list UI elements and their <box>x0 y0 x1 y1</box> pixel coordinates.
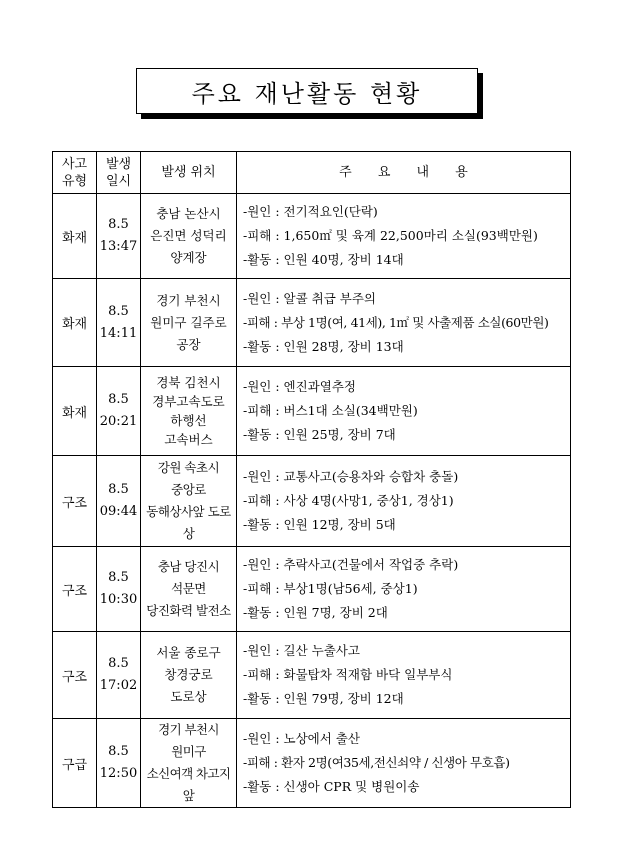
activity-text: -활동 : 인원 12명, 장비 5대 <box>243 517 396 532</box>
incident-datetime: 8.5 13:47 <box>97 194 141 279</box>
incident-datetime: 8.5 17:02 <box>97 632 141 719</box>
incident-details <box>237 279 571 367</box>
header-content: 주 요 내 용 <box>237 152 571 194</box>
incident-details <box>237 194 571 279</box>
header-datetime: 발생 일시 <box>97 152 141 194</box>
cause-text: -원인 : 전기적요인(단락) <box>243 204 378 219</box>
damage-text: -피해 : 환자 2명(여35세,전신쇠약 / 신생아 무호흡) <box>243 755 510 770</box>
incident-details <box>237 547 571 632</box>
activity-text: -활동 : 신생아 CPR 및 병원이송 <box>243 779 420 794</box>
incident-location: 강원 속초시 중앙로 동해상사앞 도로상 <box>141 456 237 547</box>
header-type: 사고 유형 <box>53 152 97 194</box>
incident-details <box>237 632 571 719</box>
activity-text: -활동 : 인원 25명, 장비 7대 <box>243 427 396 442</box>
incident-type: 화재 <box>53 279 97 367</box>
cause-text: -원인 : 추락사고(건물에서 작업중 추락) <box>243 557 459 572</box>
disaster-table <box>52 151 571 808</box>
table-row <box>53 279 571 367</box>
incident-location: 경기 부천시 원미구 길주로 공장 <box>141 279 237 367</box>
incident-datetime: 8.5 14:11 <box>97 279 141 367</box>
cause-text: -원인 : 길산 누출사고 <box>243 643 360 658</box>
incident-datetime: 8.5 12:50 <box>97 719 141 808</box>
damage-text: -피해 : 부상 1명(여, 41세), 1㎡ 및 사출제품 소실(60만원) <box>243 314 549 330</box>
activity-text: -활동 : 인원 79명, 장비 12대 <box>243 691 404 706</box>
incident-details <box>237 719 571 808</box>
damage-text: -피해 : 화물탑차 적재함 바닥 일부부식 <box>243 667 453 682</box>
header-location: 발생 위치 <box>141 152 237 194</box>
incident-datetime: 8.5 09:44 <box>97 456 141 547</box>
table-row <box>53 456 571 547</box>
table-row <box>53 194 571 279</box>
table-row <box>53 547 571 632</box>
cause-text: -원인 : 알콜 취급 부주의 <box>243 290 377 306</box>
header-row <box>53 152 571 194</box>
incident-type: 구급 <box>53 719 97 808</box>
incident-datetime: 8.5 20:21 <box>97 367 141 456</box>
cause-text: -원인 : 노상에서 출산 <box>243 731 360 746</box>
incident-location: 충남 논산시 은진면 성덕리 양계장 <box>141 194 237 279</box>
incident-type: 화재 <box>53 194 97 279</box>
incident-datetime: 8.5 10:30 <box>97 547 141 632</box>
damage-text: -피해 : 사상 4명(사망1, 중상1, 경상1) <box>243 493 454 508</box>
table-row <box>53 632 571 719</box>
activity-text: -활동 : 인원 40명, 장비 14대 <box>243 252 404 267</box>
cause-text: -원인 : 교통사고(승용차와 승합차 충돌) <box>243 469 459 484</box>
incident-type: 구조 <box>53 632 97 719</box>
page-title: 주요 재난활동 현황 <box>191 79 423 108</box>
damage-text: -피해 : 버스1대 소실(34백만원) <box>243 403 418 418</box>
incident-location: 경북 김천시 경부고속도로 하행선 고속버스 <box>141 367 237 456</box>
cause-text: -원인 : 엔진과열추정 <box>243 379 356 394</box>
incident-location: 서울 종로구 창경궁로 도로상 <box>141 632 237 719</box>
incident-type: 구조 <box>53 456 97 547</box>
damage-text: -피해 : 부상1명(남56세, 중상1) <box>243 581 418 596</box>
incident-details <box>237 456 571 547</box>
incident-type: 구조 <box>53 547 97 632</box>
incident-details <box>237 367 571 456</box>
incident-type: 화재 <box>53 367 97 456</box>
activity-text: -활동 : 인원 28명, 장비 13대 <box>243 338 404 354</box>
damage-text: -피해 : 1,650㎡ 및 육계 22,500마리 소실(93백만원) <box>243 228 538 243</box>
table-row <box>53 719 571 808</box>
activity-text: -활동 : 인원 7명, 장비 2대 <box>243 605 388 620</box>
incident-location: 경기 부천시 원미구 소신여객 차고지앞 <box>141 719 237 808</box>
page-title-box <box>136 68 478 114</box>
incident-location: 충남 당진시 석문면 당진화력 발전소 <box>141 547 237 632</box>
table-row <box>53 367 571 456</box>
